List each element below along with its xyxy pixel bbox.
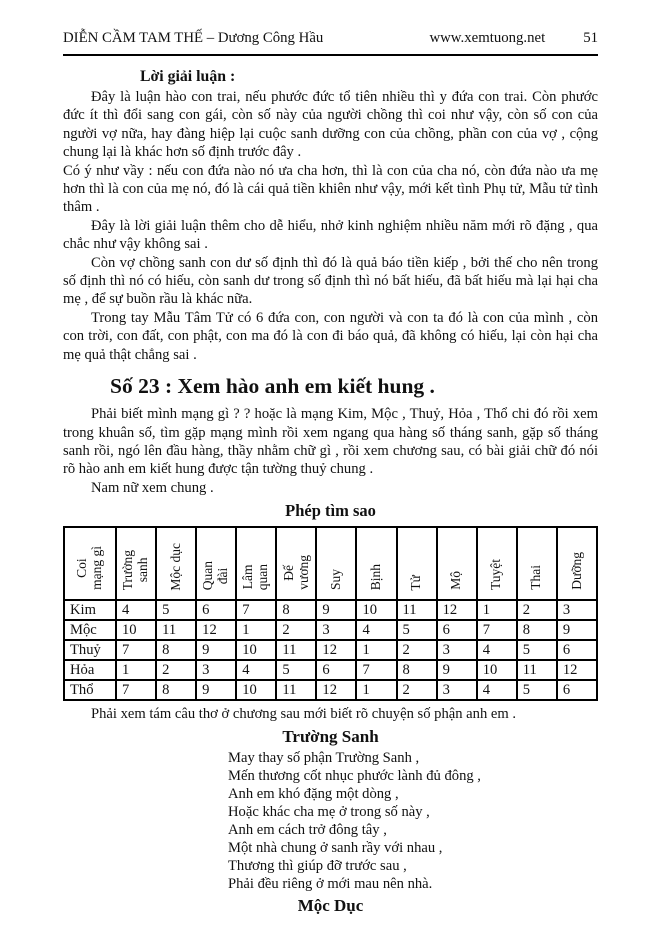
vertical-label: Thai [528, 565, 544, 591]
table-cell: 5 [156, 600, 196, 620]
table-cell: 12 [316, 680, 356, 700]
table-cell: 10 [356, 600, 396, 620]
vertical-label: Suy [328, 569, 343, 591]
table-row-label: Hỏa [64, 660, 116, 680]
vertical-label: Mộc dục [167, 542, 183, 591]
poem-line: Một nhà chung ở sanh rầy với nhau , [228, 839, 443, 856]
vertical-label: Quan đài [200, 560, 231, 591]
table-cell: 4 [477, 640, 517, 660]
table-column-header [276, 527, 316, 600]
table-column-header [437, 527, 477, 600]
poem-line: Thương thì giúp đỡ trước sau , [228, 857, 407, 874]
header-rule [63, 54, 598, 56]
table-cell: 7 [116, 640, 156, 660]
table-row-label: Mộc [64, 620, 116, 640]
table-cell: 7 [477, 620, 517, 640]
paragraph: Trong tay Mẫu Tâm Tử có 6 đứa con, con người và con ta đó là con của mình , còn con trời, con đất, con phật, con ma đó là con đi báo quả, đã không có hiếu, lại còn hại cha mẹ quả thật chẳng sai . [63, 309, 598, 363]
section-heading-loi-giai-luan: Lời giải luận : [140, 68, 236, 85]
table-cell: 12 [316, 640, 356, 660]
vertical-label: Tử [408, 574, 424, 591]
table-cell: 6 [196, 600, 236, 620]
table-cell: 2 [397, 680, 437, 700]
table-cell: 7 [356, 660, 396, 680]
vertical-label: Đế vương [280, 555, 311, 591]
table-cell: 11 [517, 660, 557, 680]
table-cell: 4 [236, 660, 276, 680]
table-column-header [116, 527, 156, 600]
table-cell: 2 [517, 600, 557, 620]
verse-heading-moc-duc: Mộc Dục [297, 895, 364, 915]
vertical-label: Coi mạng gì [74, 546, 104, 591]
table-column-header [356, 527, 396, 600]
table-note: Phải xem tám câu thơ ở chương sau mới biết rõ chuyện số phận anh em . [91, 706, 517, 723]
table-column-header [477, 527, 517, 600]
poem-line: Anh em khó đặng một dòng , [228, 785, 399, 802]
table-cell: 4 [116, 600, 156, 620]
table-cell: 5 [276, 660, 316, 680]
poem-truong-sanh [228, 749, 598, 893]
poem-line: Mến thương cốt nhục phước lành đủ đông , [228, 767, 481, 784]
table-cell: 8 [156, 640, 196, 660]
table-cell: 9 [196, 640, 236, 660]
website-text: www.xemtuong.net [429, 30, 546, 46]
table-cell: 9 [437, 660, 477, 680]
table-cell: 3 [437, 680, 477, 700]
poem-line: May thay số phận Trường Sanh , [228, 749, 420, 766]
table-cell: 8 [517, 620, 557, 640]
table-cell: 12 [437, 600, 477, 620]
book-title: DIỄN CẦM TAM THẾ – Dương Công Hầu [63, 30, 324, 46]
table-cell: 11 [397, 600, 437, 620]
table-cell: 6 [316, 660, 356, 680]
section-heading-so-23: Số 23 : Xem hào anh em kiết hung . [110, 374, 435, 399]
table-cell: 4 [356, 620, 396, 640]
table-cell: 1 [116, 660, 156, 680]
table-column-header [316, 527, 356, 600]
table-cell: 1 [356, 680, 396, 700]
table-column-header [517, 527, 557, 600]
vertical-label: Mộ [448, 571, 464, 591]
table-cell: 12 [557, 660, 597, 680]
paragraph: Nam nữ xem chung . [91, 479, 214, 496]
table-row [64, 680, 597, 700]
table-cell: 11 [276, 680, 316, 700]
table-cell: 11 [156, 620, 196, 640]
poem-line: Hoặc khác cha mẹ ở trong số này , [228, 803, 430, 820]
table-column-header [557, 527, 597, 600]
section-heading-phep-tim-sao: Phép tìm sao [285, 501, 376, 521]
table-cell: 5 [517, 640, 557, 660]
table-column-header [156, 527, 196, 600]
table-cell: 5 [397, 620, 437, 640]
vertical-label: Tuyệt [488, 559, 504, 591]
paragraph: Còn vợ chồng sanh con dư số định thì đó là quả báo tiền kiếp , bởi thế cho nên trong số định thì nó có hiếu, còn sanh dư trong số định thì nó bất hiếu, đã bất hiếu mà lại hại cha mẹ , để sự buồn rầu là khác nữa. [63, 254, 598, 308]
table-row [64, 640, 597, 660]
verse-heading-truong-sanh: Trường Sanh [282, 726, 379, 746]
table-cell: 10 [236, 680, 276, 700]
table-cell: 9 [196, 680, 236, 700]
paragraph: Có ý như vầy : nếu con đứa nào nó ưa cha hơn, thì là con của cha nó, còn đứa nào ưa mẹ hơn thì là con của mẹ nó, đó là cái quả tiền khiên như vậy, mới kết tình Phụ tử, Mẫu tử tình thâm . [63, 162, 598, 216]
table-cell: 4 [477, 680, 517, 700]
table-column-header [64, 527, 116, 600]
table-column-header [397, 527, 437, 600]
vertical-label: Bịnh [368, 563, 384, 591]
table-cell: 6 [557, 640, 597, 660]
paragraph: Đây là lời giải luận thêm cho dễ hiểu, nhở kinh nghiệm nhiều năm mới rõ đặng , qua chắc như vậy không sai . [63, 217, 598, 253]
table-cell: 7 [236, 600, 276, 620]
table-cell: 10 [236, 640, 276, 660]
table-cell: 1 [356, 640, 396, 660]
poem-line: Anh em cách trở đông tây , [228, 821, 387, 838]
table-cell: 8 [276, 600, 316, 620]
page-number: 51 [583, 30, 598, 46]
paragraph: Đây là luận hào con trai, nếu phước đức tổ tiên nhiều thì y đứa con trai. Còn phước đức ít thì đổi sang con gái, còn số này của người chồng thì coi như vậy, còn số con của người vợ nữa, hay đàng hiệp lại cuộc sanh dưỡng con của chồng, phần con của vợ , cộng chung lại là khác hơn số định trước đây . [63, 89, 598, 161]
table-cell: 9 [316, 600, 356, 620]
table-row-label: Kim [64, 600, 116, 620]
table-row [64, 620, 597, 640]
table-cell: 3 [437, 640, 477, 660]
table-column-header [236, 527, 276, 600]
table-row-label: Thuỷ [64, 640, 116, 660]
table-cell: 2 [276, 620, 316, 640]
table-cell: 2 [397, 640, 437, 660]
table-cell: 9 [557, 620, 597, 640]
table-row [64, 660, 597, 680]
table-column-header [196, 527, 236, 600]
table-cell: 3 [557, 600, 597, 620]
table-cell: 5 [517, 680, 557, 700]
table-cell: 6 [557, 680, 597, 700]
vertical-label: Lâm quan [240, 563, 271, 591]
table-cell: 1 [236, 620, 276, 640]
table-cell: 1 [477, 600, 517, 620]
table-cell: 7 [116, 680, 156, 700]
table-row [64, 600, 597, 620]
table-cell: 12 [196, 620, 236, 640]
vertical-label: Trường sanh [120, 549, 151, 591]
table-cell: 3 [196, 660, 236, 680]
table-cell: 3 [316, 620, 356, 640]
table-cell: 11 [276, 640, 316, 660]
phep-tim-sao-table [63, 526, 598, 701]
vertical-label: Dưỡng [568, 552, 584, 591]
table-cell: 10 [116, 620, 156, 640]
table-cell: 8 [156, 680, 196, 700]
poem-line: Phải đều riêng ở mới mau nên nhà. [228, 875, 433, 892]
table-cell: 10 [477, 660, 517, 680]
table-cell: 2 [156, 660, 196, 680]
page-header [63, 0, 598, 47]
paragraph: Phải biết mình mạng gì ? ? hoặc là mạng Kim, Mộc , Thuỷ, Hỏa , Thổ chi đó rồi xem trong khuân số, tìm gặp mạng mình rồi xem ngang qua hàng số tháng sanh, gặp số tháng sanh rồi, ngó lên đầu hàng, thầy nhằm chữ gì , rồi xem chương sau, có bài giải chữ đó nói rõ hào anh em kiết hung được tận tường thuỷ chung . [63, 406, 598, 478]
table-header-row [64, 527, 597, 600]
table-cell: 8 [397, 660, 437, 680]
table-row-label: Thổ [64, 680, 116, 700]
table-cell: 6 [437, 620, 477, 640]
